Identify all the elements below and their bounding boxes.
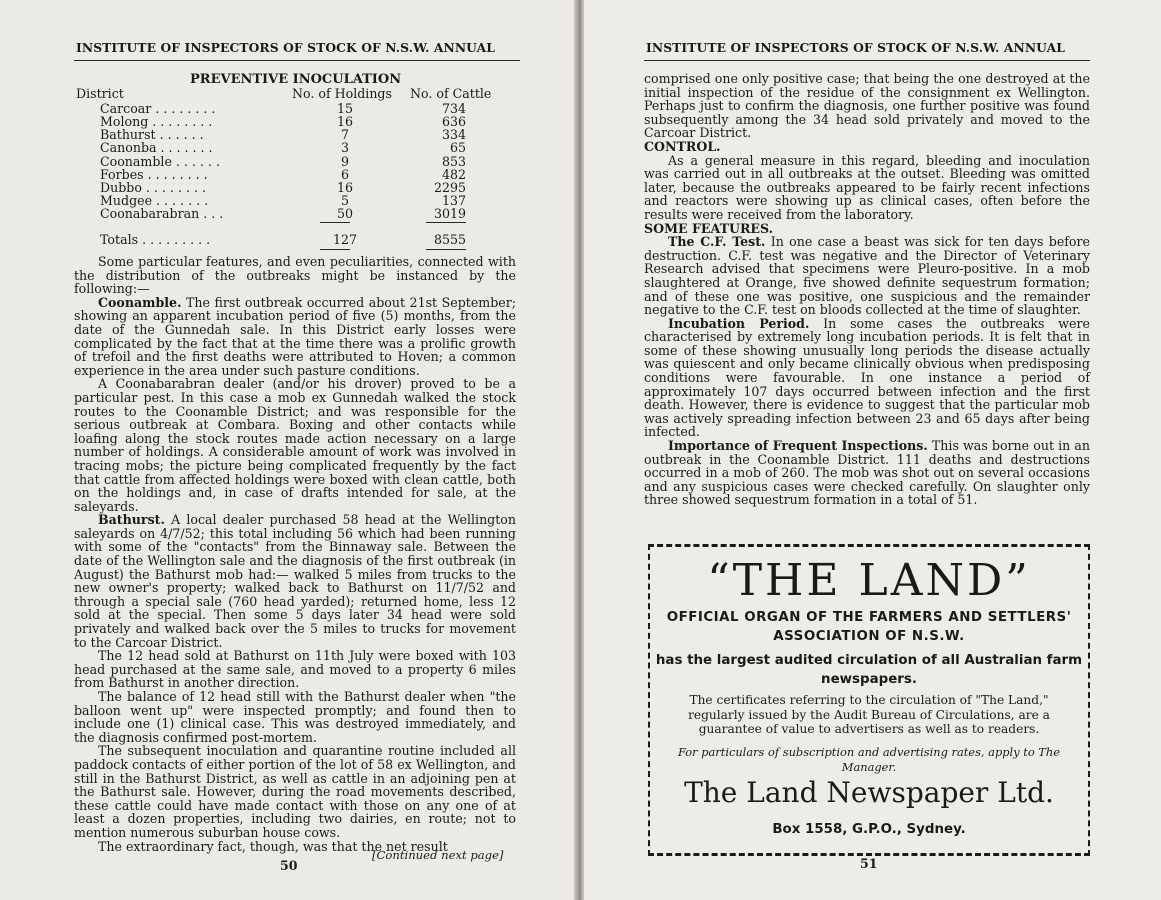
ad-circulation-text: has the largest audited circulation of all Australian farm newspapers. [655, 653, 1083, 687]
page-number: 50 [280, 858, 298, 873]
paragraph: The 12 head sold at Bathurst on 11th July were boxed with 103 head purchased at the same sale, and moved to a property 6 miles from Bathurst in another direction. [74, 648, 516, 691]
paragraph: Some particular features, and even peculiarities, connected with the distribution of the outbreaks might be instanced by the following:— [74, 254, 516, 297]
page-number: 51 [860, 856, 878, 871]
table-row: Carcoar . . . . . . . . 15 734 [100, 101, 466, 116]
left-page [0, 0, 578, 900]
table-row: Canonba . . . . . . . 3 65 [100, 140, 466, 155]
column-header-district: District [76, 86, 124, 101]
header-rule [74, 60, 520, 61]
paragraph: The subsequent inoculation and quarantine routine included all paddock contacts of either portion of the lot of 58 ex Wellington, and still in the Bathurst District, as well as cattle in an adjoining pen at the Bathurst sale. However, during the road movements described, these cattle could have made contact with those on any one of at least a dozen properties, including two dairies, en route; not to mention numerous suburban house cows. [74, 743, 516, 840]
table-row: Mudgee . . . . . . . 5 137 [100, 193, 466, 208]
running-header: INSTITUTE OF INSPECTORS OF STOCK OF N.S.W. ANNUAL [646, 40, 1066, 55]
ad-company-name: The Land Newspaper Ltd. [684, 776, 1054, 809]
paragraph: The extraordinary fact, though, was that the net result [98, 838, 448, 854]
column-header-holdings: No. of Holdings [292, 86, 392, 101]
table-row: Bathurst . . . . . . 7 334 [100, 127, 466, 142]
paragraph: Bathurst. A local dealer purchased 58 head at the Wellington saleyards on 4/7/52; this total including 56 which had been running with some of the "contacts" from the Binnaway sale. Between the date of the Wellington sale and the diagnosis of the first outbreak (in August) the Bathurst mob had:— walked 5 miles from trucks to the new owner's property; walked back to Bathurst on 11/7/52 and through a special sale (760 head yarded); returned home, less 12 sold at the special. Then some 5 days later 34 head were sold privately and walked back over the 5 miles to trucks for movement to the Carcoar District. [74, 512, 516, 650]
table-title: PREVENTIVE INOCULATION [190, 72, 402, 87]
table-row: Coonamble . . . . . . 9 853 [100, 154, 466, 169]
total-rule [426, 222, 466, 223]
ad-box-address: Box 1558, G.P.O., Sydney. [772, 822, 966, 837]
total-rule [320, 222, 350, 223]
left-body-text [74, 255, 516, 853]
section-heading: SOME FEATURES. [644, 220, 774, 236]
column-header-cattle: No. of Cattle [410, 86, 492, 101]
header-rule [644, 60, 1090, 61]
right-body-text [644, 72, 1090, 507]
paragraph: Importance of Frequent Inspections. This was borne out in an outbreak in the Coonamble District. 111 deaths and destructions occurred in a mob of 260. The mob was shot out on several occasions and any suspicious cases were checked carefully. On slaughter only three showed sequestrum formation in a total of 51. [644, 438, 1091, 508]
ad-organ-text: OFFICIAL ORGAN OF THE FARMERS AND SETTLERS' ASSOCIATION OF N.S.W. [666, 610, 1072, 644]
continued-note: [Continued next page] [372, 848, 504, 862]
paragraph: A Coonabarabran dealer (and/or his drover) proved to be a particular pest. In this case a mob ex Gunnedah walked the stock routes to the Coonamble District; and was responsible for the serious outbreak at Combara. Boxing and other contacts while loafing along the stock routes made action necessary on a large number of holdings. A considerable amount of work was involved in tracing mobs; the picture being complicated frequently by the fact that cattle from affected holdings were boxed with clean cattle, both on the holdings and, in case of drafts intended for sale, at the saleyards. [74, 376, 516, 514]
table-row: Forbes . . . . . . . . 6 482 [100, 167, 466, 182]
table-row: Molong . . . . . . . . 16 636 [100, 114, 466, 129]
total-rule [426, 249, 466, 250]
the-land-advertisement [648, 544, 1090, 856]
table-row: Coonabarabran . . . 50 3019 [100, 206, 466, 221]
section-heading: CONTROL. [644, 138, 721, 154]
paragraph: As a general measure in this regard, bleeding and inoculation was carried out in all outbreaks at the outset. Bleeding was omitted later, because the outbreaks appeared to be fairly recent infections and reactors were showing up as clinical cases, often before the results were received from the laboratory. [644, 152, 1090, 222]
ad-title: “THE LAND” [707, 555, 1031, 606]
ad-particulars-text: For particulars of subscription and advertising rates, apply to The Manager. [678, 745, 1060, 774]
table-row: Dubbo . . . . . . . . 16 2295 [100, 180, 466, 195]
totals-row: Totals . . . . . . . . . 127 8555 [100, 232, 466, 247]
paragraph: Incubation Period. In some cases the outbreaks were characterised by extremely long incubation periods. It is felt that in some of these showing unusually long periods the disease actually was quiescent and only became clinically obvious when predisposing conditions were favourable. In one instance a period of approximately 107 days occurred between infection and the first death. However, there is evidence to suggest that the particular mob was actively spreading infection between 23 and 65 days after being infected. [644, 315, 1090, 440]
paragraph: Coonamble. The first outbreak occurred about 21st September; showing an apparent incubation period of five (5) months, from the date of the Gunnedah sale. In this District early losses were complicated by the fact that at the time there was a prolific growth of trefoil and the first deaths were attributed to Hoven; a common experience in the area under such pasture conditions. [74, 294, 516, 378]
ad-certificates-text: The certificates referring to the circulation of "The Land," regularly issued by the Audit Bureau of Circulations, are a guarantee of value to advertisers as well as to readers. [688, 693, 1050, 736]
running-header: INSTITUTE OF INSPECTORS OF STOCK OF N.S.W. ANNUAL [76, 40, 496, 55]
paragraph: comprised one only positive case; that being the one destroyed at the initial inspection of the residue of the consignment ex Wellington. Perhaps just to confirm the diagnosis, one further positive was found subsequently among the 34 head sold privately and moved to the Carcoar District. [644, 71, 1090, 141]
total-rule [320, 249, 350, 250]
right-page [584, 0, 1161, 900]
paragraph: The balance of 12 head still with the Bathurst dealer when "the balloon went up" were inspected promptly; and found then to include one (1) clinical case. This was destroyed immediately, and the diagnosis confirmed post-mortem. [74, 689, 516, 745]
paragraph: The C.F. Test. In one case a beast was sick for ten days before destruction. C.F. test was negative and the Director of Veterinary Research advised that specimens were Pleuro-positive. In a mob slaughtered at Orange, five showed definite sequestrum formation; and of these one was positive, one suspicious and the remainder negative to the C.F. test on bloods collected at the time of slaughter. [644, 234, 1090, 318]
